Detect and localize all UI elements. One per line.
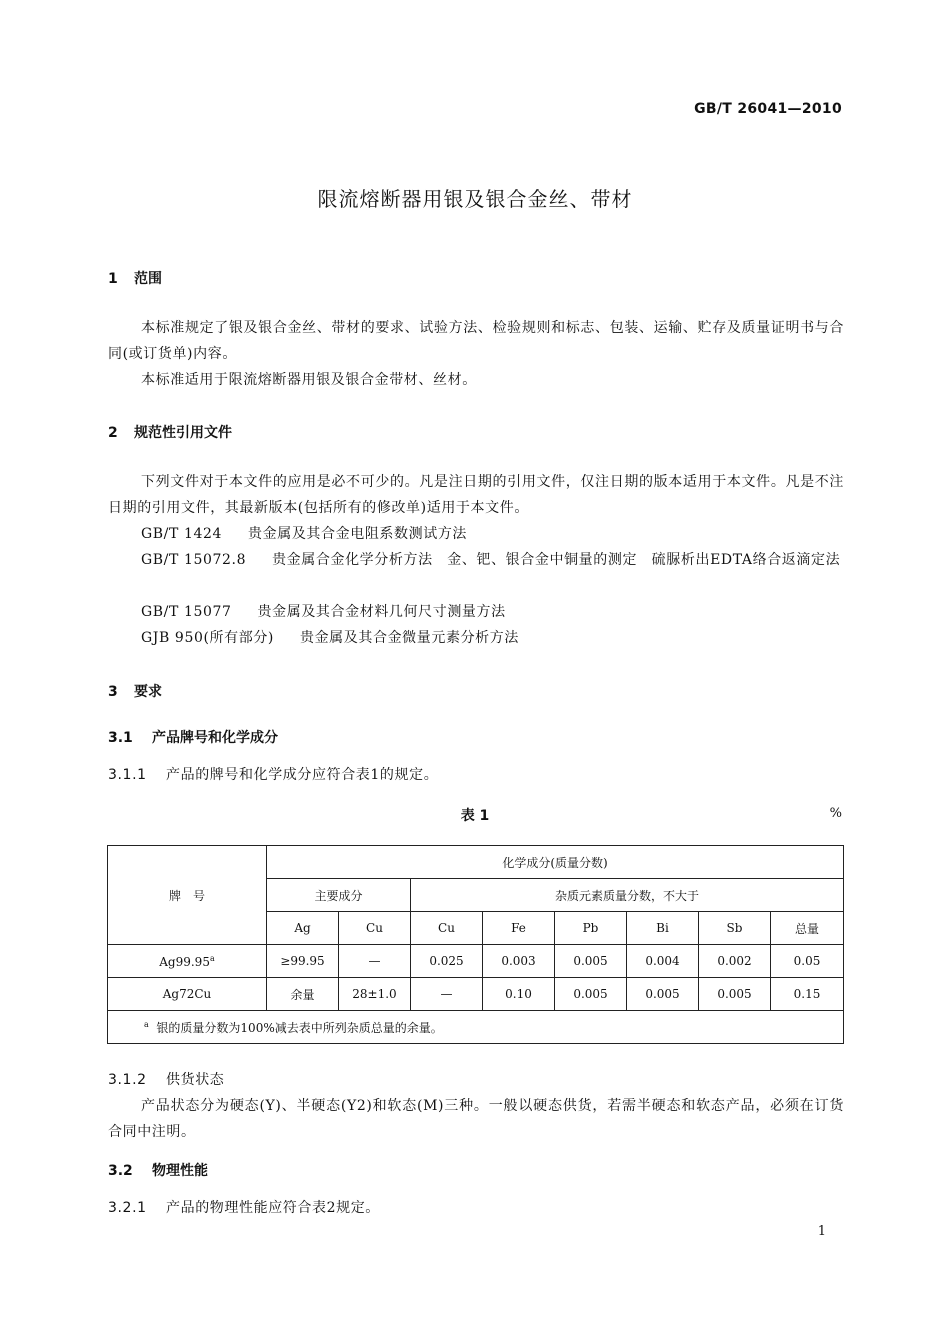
section-number: 3.2.1 bbox=[108, 1200, 147, 1216]
table-cell: 28±1.0 bbox=[339, 978, 411, 1011]
table-cell: 0.025 bbox=[411, 945, 483, 978]
reference-code: GB/T 15072.8 bbox=[141, 552, 247, 568]
reference-title: 贵金属合金化学分析方法 金、钯、银合金中铜量的测定 硫脲析出EDTA络合返滴定法 bbox=[272, 552, 841, 568]
reference-code: GB/T 1424 bbox=[141, 526, 223, 542]
grade-cell: Ag99.95$^a$ bbox=[108, 945, 267, 978]
column-header: Bi bbox=[627, 912, 699, 945]
reference-title: 贵金属及其合金材料几何尺寸测量方法 bbox=[257, 604, 506, 620]
clause-3-1-1 bbox=[108, 764, 438, 784]
standard-code: GB/T 26041—2010 bbox=[694, 101, 842, 117]
section-number: 3.1 bbox=[108, 730, 133, 746]
table-cell: 0.10 bbox=[483, 978, 555, 1011]
table-cell: 0.002 bbox=[699, 945, 771, 978]
section-number: 3 bbox=[108, 684, 118, 700]
chemical-composition-header: 化学成分(质量分数) bbox=[267, 846, 844, 879]
subsection-3-1-heading bbox=[108, 727, 278, 747]
section-number: 3.2 bbox=[108, 1163, 133, 1179]
page-number: 1 bbox=[817, 1224, 826, 1239]
table-cell: 0.003 bbox=[483, 945, 555, 978]
section-1-paragraph-2: 本标准适用于限流熔断器用银及银合金带材、丝材。 bbox=[141, 372, 477, 388]
table-footnote bbox=[108, 1011, 844, 1044]
section-title: 物理性能 bbox=[152, 1163, 208, 1179]
table-1 bbox=[107, 845, 844, 1044]
table-cell: 0.004 bbox=[627, 945, 699, 978]
table-cell: 0.005 bbox=[555, 945, 627, 978]
page-title: 限流熔断器用银及银合金丝、带材 bbox=[317, 187, 633, 211]
grade-cell: Ag72Cu bbox=[108, 978, 267, 1011]
section-number: 3.1.2 bbox=[108, 1072, 147, 1088]
section-title: 产品牌号和化学成分 bbox=[152, 730, 278, 746]
column-header: 总量 bbox=[771, 912, 844, 945]
section-1-heading bbox=[108, 268, 162, 288]
impurities-header: 杂质元素质量分数，不大于 bbox=[411, 879, 844, 912]
table-cell: 0.005 bbox=[627, 978, 699, 1011]
section-number: 1 bbox=[108, 271, 118, 287]
clause-text: 产品的物理性能应符合表2规定。 bbox=[166, 1200, 380, 1216]
column-header: Cu bbox=[339, 912, 411, 945]
column-header: Sb bbox=[699, 912, 771, 945]
table-1-unit: % bbox=[829, 806, 842, 821]
table-cell: 0.005 bbox=[699, 978, 771, 1011]
section-title: 要求 bbox=[134, 684, 162, 700]
section-2-heading bbox=[108, 422, 232, 442]
table-cell: 0.15 bbox=[771, 978, 844, 1011]
reference-code: GJB 950(所有部分) bbox=[141, 630, 274, 646]
section-number: 2 bbox=[108, 425, 118, 441]
footnote-text: 银的质量分数为100%减去表中所列杂质总量的余量。 bbox=[156, 1020, 443, 1035]
clause-text: 产品的牌号和化学成分应符合表1的规定。 bbox=[166, 767, 439, 783]
footnote-mark: a bbox=[144, 1019, 149, 1029]
section-3-heading bbox=[108, 681, 162, 701]
section-title: 范围 bbox=[134, 271, 162, 287]
column-header: Ag bbox=[267, 912, 339, 945]
reference-item bbox=[141, 625, 519, 651]
clause-3-1-2 bbox=[108, 1069, 224, 1089]
section-1-paragraph-1: 本标准规定了银及银合金丝、带材的要求、试验方法、检验规则和标志、包装、运输、贮存及质量证明书与合同(或订货单)内容。 bbox=[108, 320, 844, 362]
table-cell: 余量 bbox=[267, 978, 339, 1011]
reference-item bbox=[141, 599, 506, 625]
reference-code: GB/T 15077 bbox=[141, 604, 232, 620]
column-header: Cu bbox=[411, 912, 483, 945]
grade-header: 牌 号 bbox=[108, 846, 267, 945]
clause-3-2-1 bbox=[108, 1197, 380, 1217]
clause-3-1-2-paragraph: 产品状态分为硬态(Y)、半硬态(Y2)和软态(M)三种。一般以硬态供货，若需半硬态和软态产品，必须在订货合同中注明。 bbox=[108, 1098, 844, 1140]
column-header: Pb bbox=[555, 912, 627, 945]
table-cell: — bbox=[411, 978, 483, 1011]
reference-title: 贵金属及其合金微量元素分析方法 bbox=[299, 630, 519, 646]
table-cell: 0.05 bbox=[771, 945, 844, 978]
main-components-header: 主要成分 bbox=[267, 879, 411, 912]
table-cell: 0.005 bbox=[555, 978, 627, 1011]
section-number: 3.1.1 bbox=[108, 767, 147, 783]
subsection-3-2-heading bbox=[108, 1160, 208, 1180]
section-2-paragraph-1: 下列文件对于本文件的应用是必不可少的。凡是注日期的引用文件，仅注日期的版本适用于本文件。凡是不注日期的引用文件，其最新版本(包括所有的修改单)适用于本文件。 bbox=[108, 474, 844, 516]
table-row bbox=[108, 945, 844, 978]
footnote-ref: a bbox=[209, 953, 215, 963]
reference-item bbox=[108, 547, 844, 573]
table-row bbox=[108, 978, 844, 1011]
reference-item bbox=[141, 521, 467, 547]
reference-title: 贵金属及其合金电阻系数测试方法 bbox=[248, 526, 468, 542]
table-cell: — bbox=[339, 945, 411, 978]
column-header: Fe bbox=[483, 912, 555, 945]
clause-heading: 供货状态 bbox=[166, 1072, 225, 1088]
section-title: 规范性引用文件 bbox=[134, 425, 232, 441]
table-cell: ≥99.95 bbox=[267, 945, 339, 978]
table-1-caption: 表 1 bbox=[460, 808, 490, 824]
